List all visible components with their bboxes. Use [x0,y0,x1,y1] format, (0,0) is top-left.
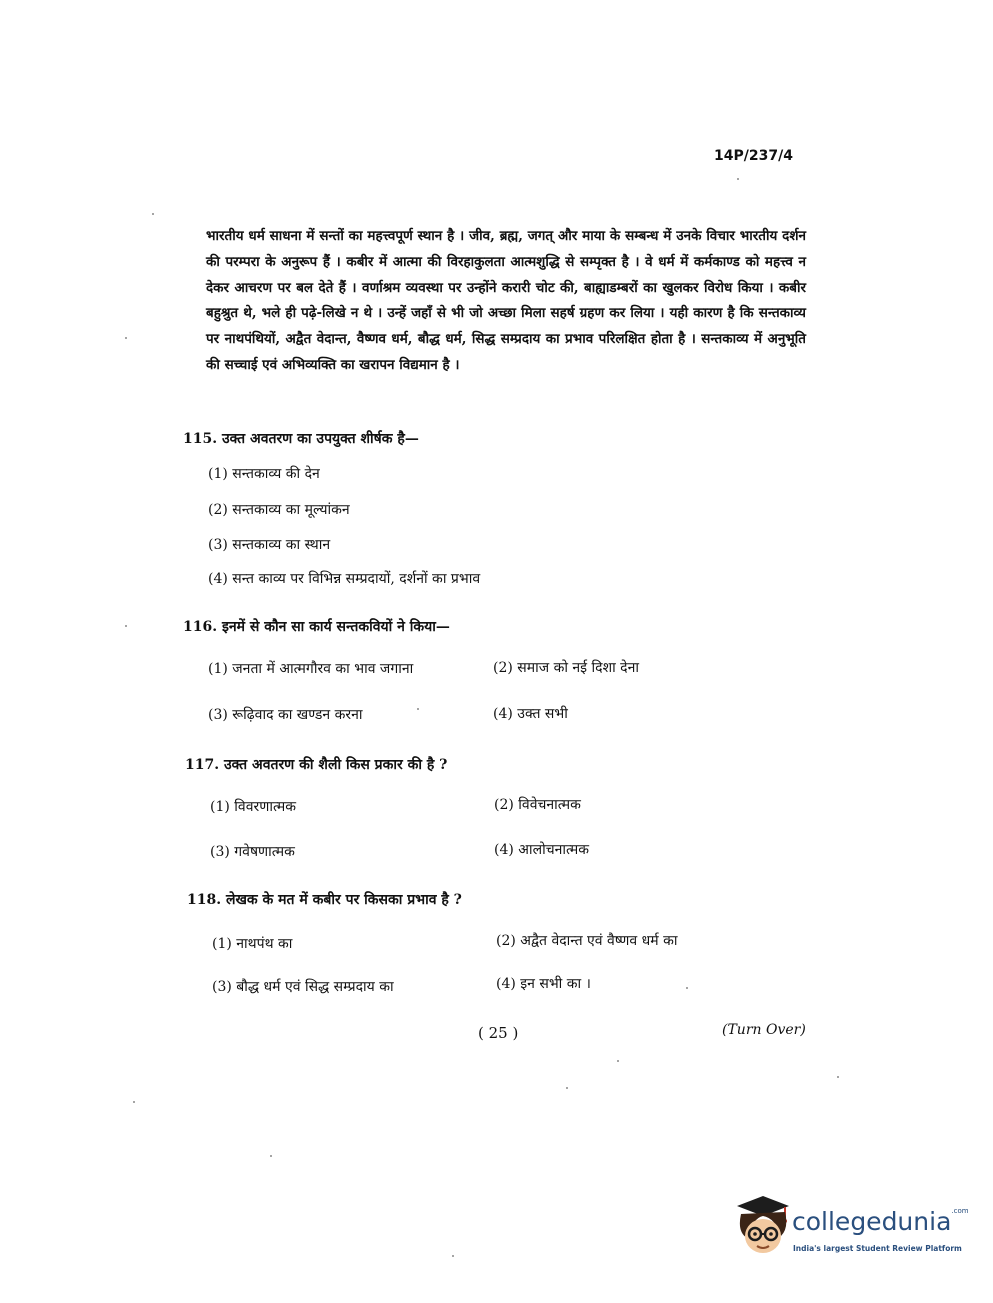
brand-name [792,1207,969,1236]
q115-option-2: (2) सन्तकाव्य का मूल्यांकन [208,502,350,518]
scan-speck [617,1060,619,1062]
q116-option-4: (4) उक्त सभी [493,706,568,722]
q118-option-4: (4) इन सभी का । [496,976,591,992]
q115-option-3: (3) सन्तकाव्य का स्थान [208,537,331,553]
scan-speck [133,1101,135,1103]
brand-wordmark: collegedunia [792,1207,952,1236]
q118-option-1: (1) नाथपंथ का [212,936,293,952]
question-117: 117. उक्त अवतरण की शैली किस प्रकार की है ? [185,757,448,773]
question-116: 116. इनमें से कौन सा कार्य सन्तकवियों ने किया— [183,619,450,635]
scan-speck [125,625,127,627]
q118-option-2: (2) अद्वैत वेदान्त एवं वैष्णव धर्म का [496,933,678,949]
brand-com-suffix: .com [951,1207,969,1215]
scan-speck [125,337,127,339]
scan-speck [686,987,688,989]
q118-option-3: (3) बौद्ध धर्म एवं सिद्ध सम्प्रदाय का [212,979,394,995]
q117-option-1: (1) विवरणात्मक [210,799,297,815]
scan-speck [417,708,419,710]
mascot-graduate-icon [733,1192,795,1262]
page-number: ( 25 ) [478,1024,519,1042]
scan-speck [837,1076,839,1078]
q116-option-1: (1) जनता में आत्मगौरव का भाव जगाना [208,661,414,677]
q115-option-4: (4) सन्त काव्य पर विभिन्न सम्प्रदायों, दर्शनों का प्रभाव [208,571,481,587]
q117-option-2: (2) विवेचनात्मक [494,797,581,813]
q117-option-4: (4) आलोचनात्मक [494,842,590,858]
q116-option-3: (3) रूढ़िवाद का खण्डन करना [208,707,363,723]
question-115: 115. उक्त अवतरण का उपयुक्त शीर्षक है— [183,431,419,447]
passage-text: भारतीय धर्म साधना में सन्तों का महत्त्वपूर्ण स्थान है । जीव, ब्रह्म, जगत् और माया के सम्बन्ध में उनके विचार भारतीय दर्शन की परम्परा के अनुरूप हैं । कबीर में आत्मा की विरहाकुलता आत्मशुद्धि से सम्पृक्त है । वे धर्म में कर्मकाण्ड को महत्त्व न देकर आचरण पर बल देते हैं । वर्णाश्रम व्यवस्था पर उन्होंने करारी चोट की, बाह्याडम्बरों का खुलकर विरोध किया । कबीर बहुश्रुत थे, भले ही पढ़े-लिखे न थे । उन्हें जहाँ से भी जो अच्छा मिला सहर्ष ग्रहण कर लिया । यही कारण है कि सन्तकाव्य पर नाथपंथियों, अद्वैत वेदान्त, वैष्णव धर्म, बौद्ध धर्म, सिद्ध सम्प्रदाय का प्रभाव परिलक्षित होता है । सन्तकाव्य में अनुभूति की सच्चाई एवं अभिव्यक्ति का खरापन विद्यमान है । [206,228,806,373]
q117-option-3: (3) गवेषणात्मक [210,844,295,860]
q115-option-1: (1) सन्तकाव्य की देन [208,466,320,482]
turn-over-note: (Turn Over) [722,1022,806,1038]
brand-tagline: India's largest Student Review Platform [793,1244,962,1253]
paper-code: 14P/237/4 [714,148,793,164]
scan-speck [152,213,154,215]
q116-option-2: (2) समाज को नई दिशा देना [493,660,639,676]
scan-speck [452,1255,454,1257]
scan-speck [270,1155,272,1157]
scan-speck [566,1087,568,1089]
scan-speck [737,178,739,180]
question-118: 118. लेखक के मत में कबीर पर किसका प्रभाव है ? [187,892,462,908]
